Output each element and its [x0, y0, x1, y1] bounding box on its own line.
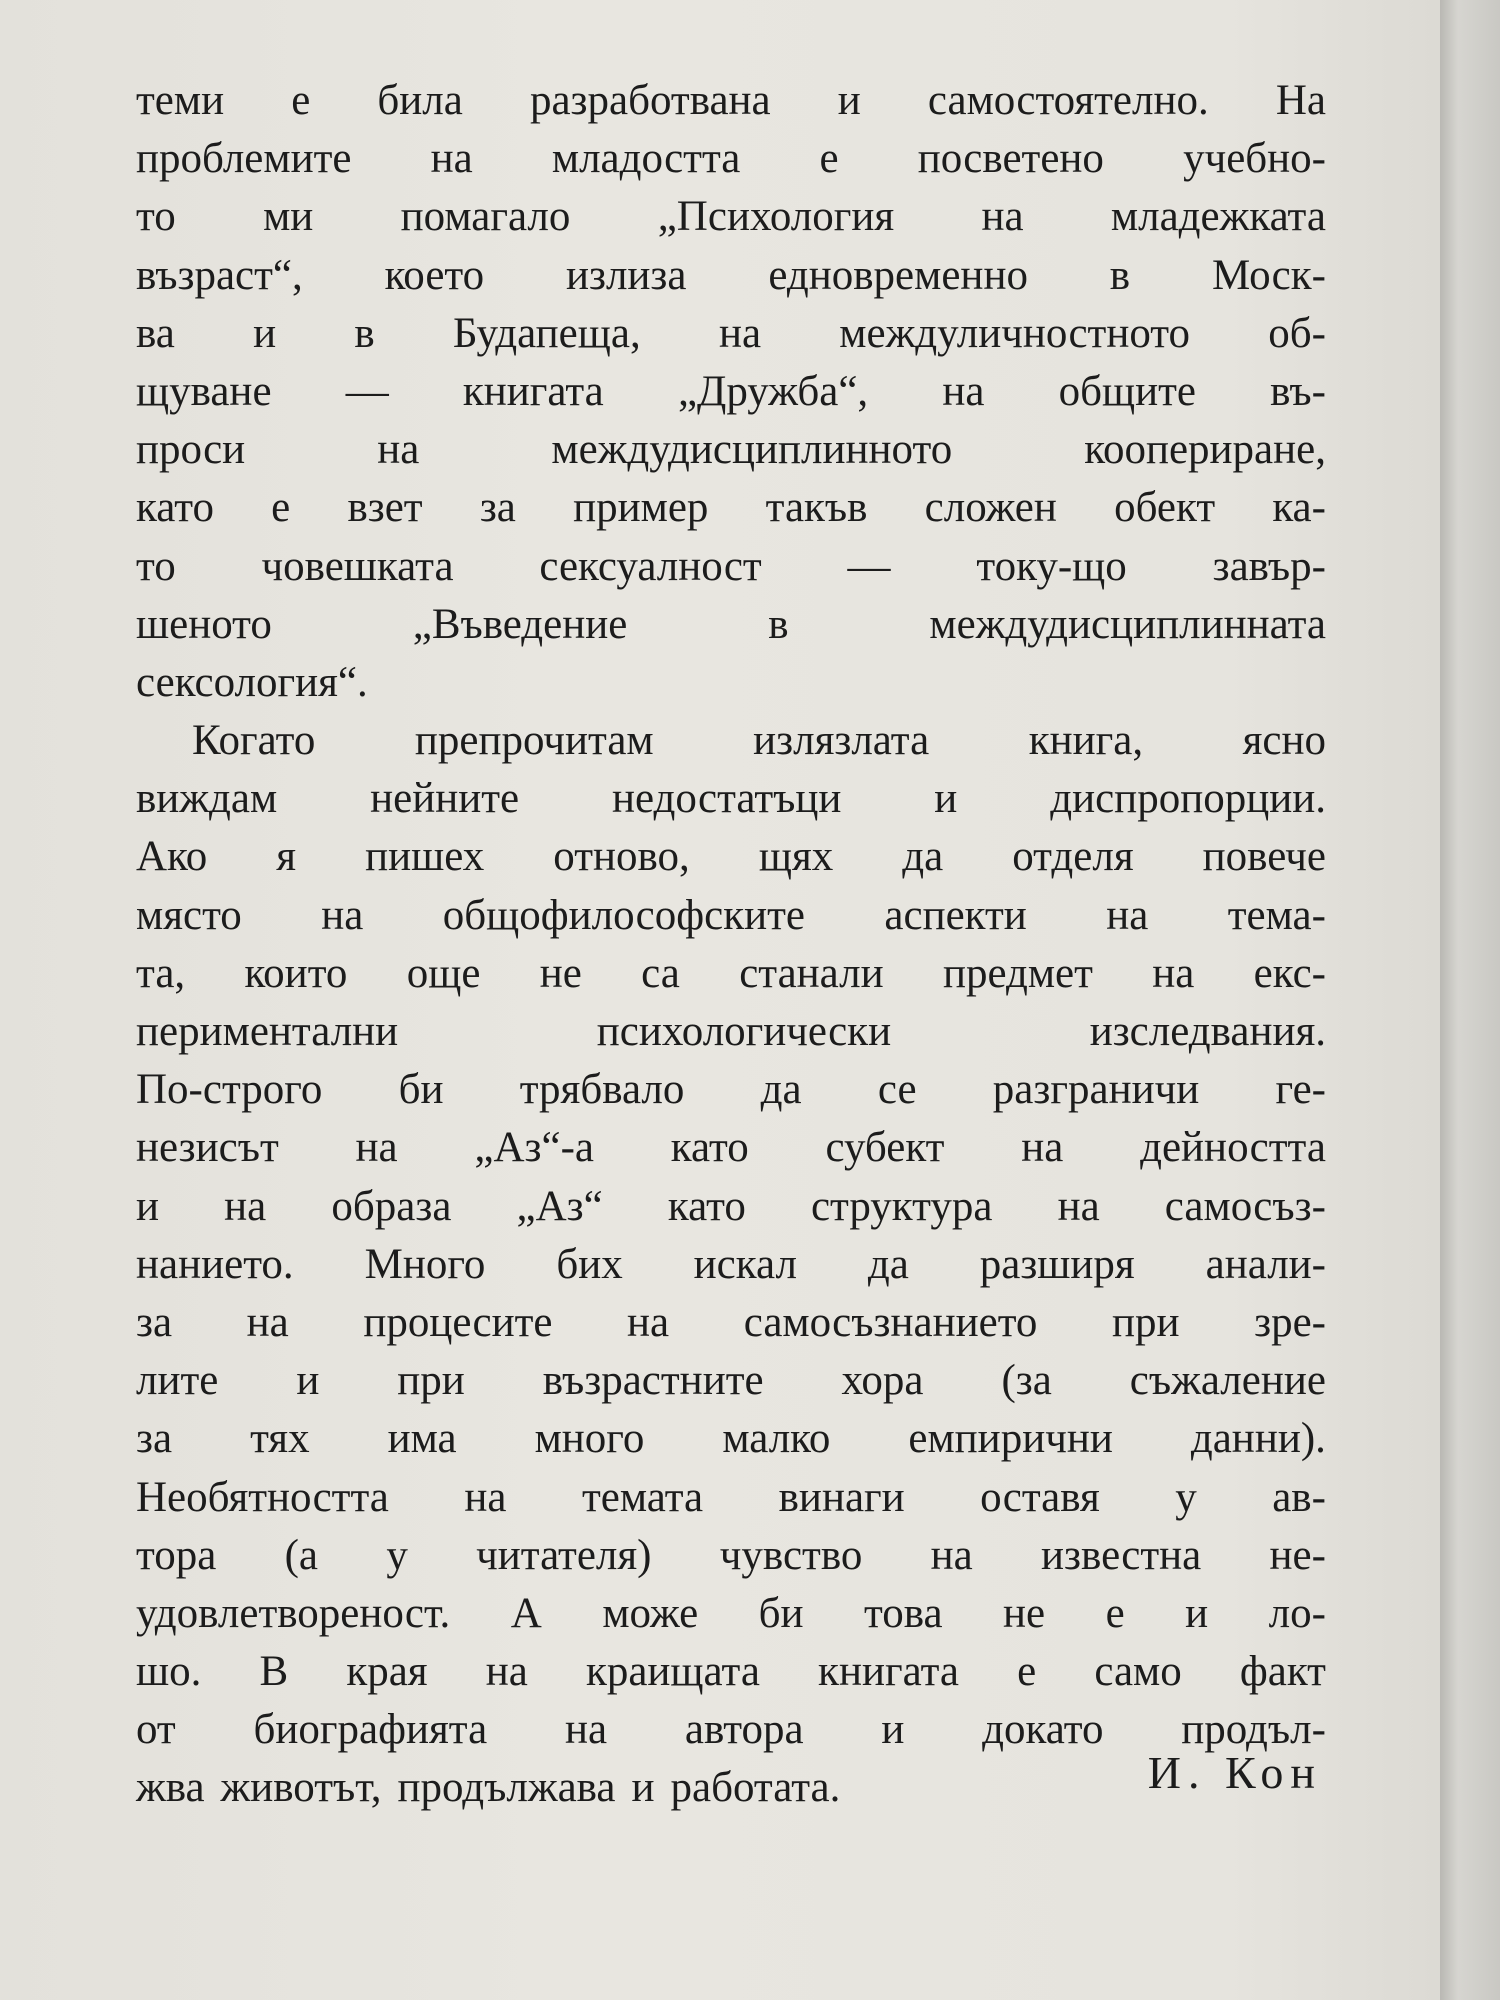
text-line: виждам нейните недостатъци и диспропорции. — [136, 775, 1326, 823]
body-text — [136, 72, 1326, 1818]
text-line: та, които още не са станали предмет на екс- — [136, 949, 1326, 997]
text-line: възраст“, което излиза едновременно в Моск- — [136, 251, 1326, 299]
text-line: щуване — книгата „Дружба“, на общите въ- — [136, 367, 1326, 415]
text-line: лите и при възрастните хора (за съжаление — [136, 1357, 1326, 1405]
text-line: теми е била разработвана и самостоятелно. На — [136, 77, 1326, 124]
text-line: периментални психологически изследвания. — [136, 1008, 1326, 1055]
text-line: тора (а у читателя) чувство на известна не- — [136, 1531, 1326, 1579]
text-line: ва и в Будапеща, на междуличностното об- — [136, 309, 1326, 357]
text-line: удовлетвореност. А може би това не е и ло- — [136, 1589, 1326, 1637]
text-line: По-строго би трябвало да се разграничи ге- — [136, 1066, 1326, 1114]
text-line: незисът на „Аз“-а като субект на дейността — [136, 1124, 1326, 1172]
paragraph — [136, 712, 1326, 1818]
text-line: и на образа „Аз“ като структура на самосъз- — [136, 1182, 1326, 1230]
text-line: за тях има много малко емпирични данни). — [136, 1415, 1326, 1463]
next-page-edge — [1440, 0, 1500, 2000]
text-line: шо. В края на краищата книгата е само факт — [136, 1648, 1326, 1696]
text-line: Ако я пишех отново, щях да отделя повече — [136, 833, 1326, 881]
text-line: за на процесите на самосъзнанието при зре- — [136, 1298, 1326, 1346]
text-line: проблемите на младостта е посветено учебно- — [136, 135, 1326, 183]
paragraph — [136, 72, 1326, 712]
text-line: жва животът, продължава и работата. — [136, 1764, 841, 1812]
text-line: проси на междудисциплинното коопериране, — [136, 426, 1326, 474]
text-line: то ми помагало „Психология на младежката — [136, 193, 1326, 241]
text-line: Необятността на темата винаги оставя у ав- — [136, 1473, 1326, 1521]
text-line: нанието. Много бих искал да разширя анали- — [136, 1240, 1326, 1288]
text-line: сексология“. — [136, 658, 368, 706]
text-line: шеното „Въведение в междудисциплинната — [136, 600, 1326, 648]
author-signature: И. Кон — [1147, 1747, 1322, 1798]
text-line: от биографията на автора и докато продъл- — [136, 1706, 1326, 1754]
text-line: място на общофилософските аспекти на тема- — [136, 891, 1326, 939]
text-line: като е взет за пример такъв сложен обект ка- — [136, 484, 1326, 532]
text-line: то човешката сексуалност — току-що завър- — [136, 542, 1326, 590]
text-line: Когато препрочитам излязлата книга, ясно — [192, 717, 1326, 765]
